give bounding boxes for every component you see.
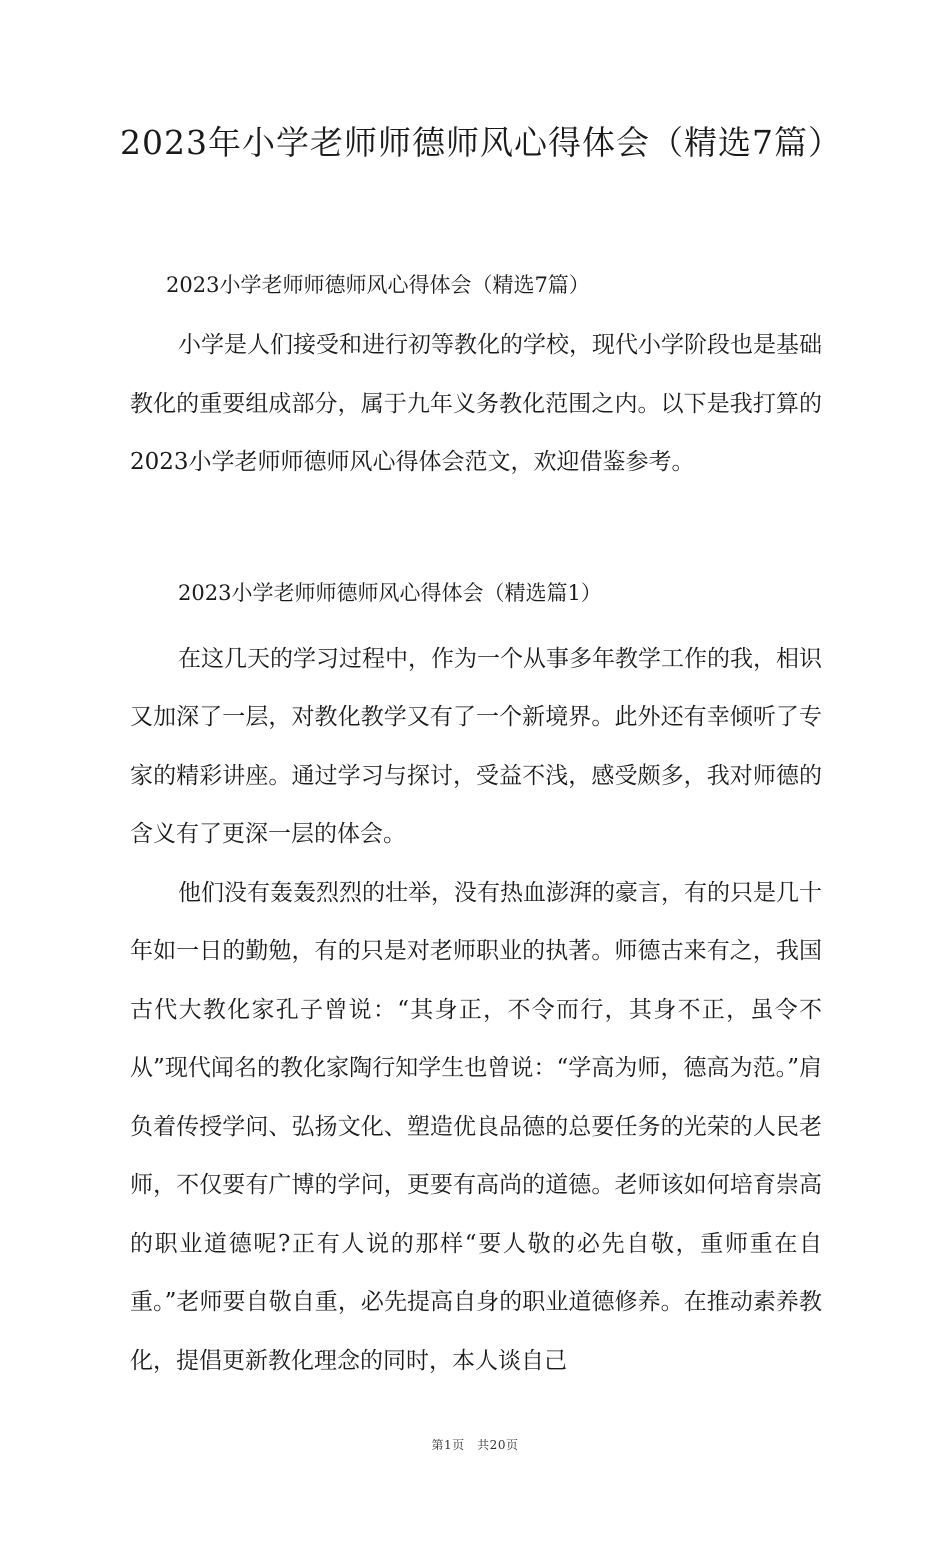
section-heading: 2023小学老师师德师风心得体会（精选篇1） [178, 580, 602, 605]
body-paragraph-1: 在这几天的学习过程中，作为一个从事多年教学工作的我，相识又加深了一层，对教化教学又有了一个新境界。此外还有幸倾听了专家的精彩讲座。通过学习与探讨，受益不浅，感受颇多，我对师德的含义有了更深一层的体会。 [130, 645, 822, 847]
document-subtitle: 2023小学老师师德师风心得体会（精选7篇） [166, 273, 590, 297]
page-footer: 第1页 共20页 [431, 1438, 519, 1452]
document-title: 2023年小学老师师德师风心得体会（精选7篇） [120, 123, 842, 162]
document-body [130, 262, 822, 1390]
body-paragraph-2: 他们没有轰轰烈烈的壮举，没有热血澎湃的豪言，有的只是几十年如一日的勤勉，有的只是对老师职业的执著。师德古来有之，我国古代大教化家孔子曾说：“其身正，不令而行，其身不正，虽令不从”现代闻名的教化家陶行知学生也曾说：“学高为师，德高为范。”肩负着传授学问、弘扬文化、塑造优良品德的总要任务的光荣的人民老师，不仅要有广博的学问，更要有高尚的道德。老师该如何培育崇高的职业道德呢?正有人说的那样“要人敬的必先自敬，重师重在自重。”老师要自敬自重，必先提高自身的职业道德修养。在推动素养教化，提倡更新教化理念的同时，本人谈自己 [130, 879, 822, 1374]
intro-paragraph: 小学是人们接受和进行初等教化的学校，现代小学阶段也是基础教化的重要组成部分，属于九年义务教化范围之内。以下是我打算的2023小学老师师德师风心得体会范文，欢迎借鉴参考。 [130, 332, 822, 475]
